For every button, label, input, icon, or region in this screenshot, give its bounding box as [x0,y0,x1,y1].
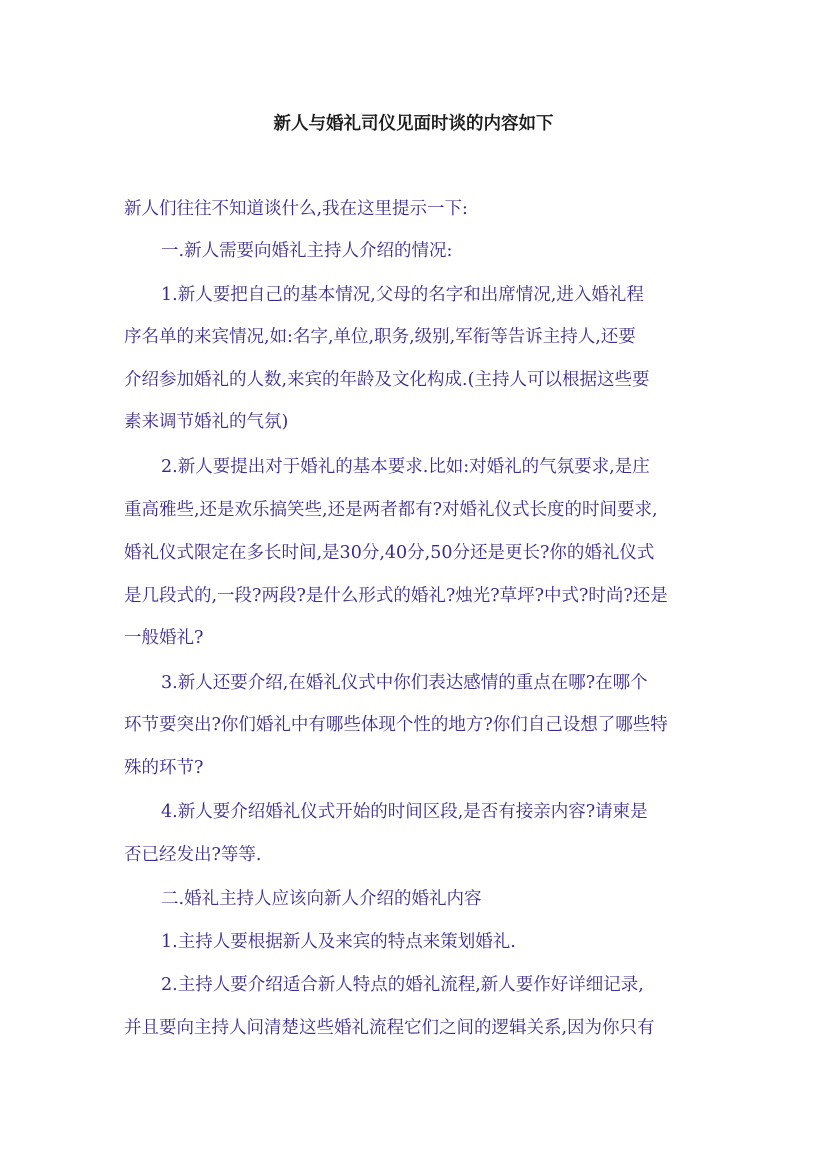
document-title: 新人与婚礼司仪见面时谈的内容如下 [273,114,554,134]
paragraph-line: 婚礼仪式限定在多长时间,是30分,40分,50分还是更长?你的婚礼仪式 [124,543,655,563]
paragraph-line: 2.新人要提出对于婚礼的基本要求.比如:对婚礼的气氛要求,是庄 [161,457,650,477]
paragraph-line: 序名单的来宾情况,如:名字,单位,职务,级别,军衔等告诉主持人,还要 [124,327,636,347]
paragraph-line: 是几段式的,一段?两段?是什么形式的婚礼?烛光?草坪?中式?时尚?还是 [124,586,668,606]
paragraph-line: 并且要向主持人问清楚这些婚礼流程它们之间的逻辑关系,因为你只有 [124,1018,655,1038]
paragraph-line: 一般婚礼? [124,628,204,648]
section-heading-1: 一.新人需要向婚礼主持人介绍的情况: [161,241,453,261]
paragraph-line: 否已经发出?等等. [124,845,262,865]
paragraph-line: 环节要突出?你们婚礼中有哪些体现个性的地方?你们自己设想了哪些特 [124,715,668,735]
paragraph-line: 2.主持人要介绍适合新人特点的婚礼流程,新人要作好详细记录, [161,975,644,995]
paragraph-line: 1.主持人要根据新人及来宾的特点来策划婚礼. [161,932,516,952]
paragraph-line: 素来调节婚礼的气氛) [124,412,289,432]
paragraph-line: 殊的环节? [124,758,204,778]
paragraph-line: 3.新人还要介绍,在婚礼仪式中你们表达感情的重点在哪?在哪个 [161,673,648,693]
paragraph-line: 重高雅些,还是欢乐搞笑些,还是两者都有?对婚礼仪式长度的时间要求, [124,500,658,520]
paragraph-line: 介绍参加婚礼的人数,来宾的年龄及文化构成.(主持人可以根据这些要 [124,370,650,390]
section-heading-2: 二.婚礼主持人应该向新人介绍的婚礼内容 [161,889,482,909]
intro-line: 新人们往往不知道谈什么,我在这里提示一下: [124,199,468,219]
paragraph-line: 4.新人要介绍婚礼仪式开始的时间区段,是否有接亲内容?请柬是 [161,802,648,822]
paragraph-line: 1.新人要把自己的基本情况,父母的名字和出席情况,进入婚礼程 [161,285,644,305]
